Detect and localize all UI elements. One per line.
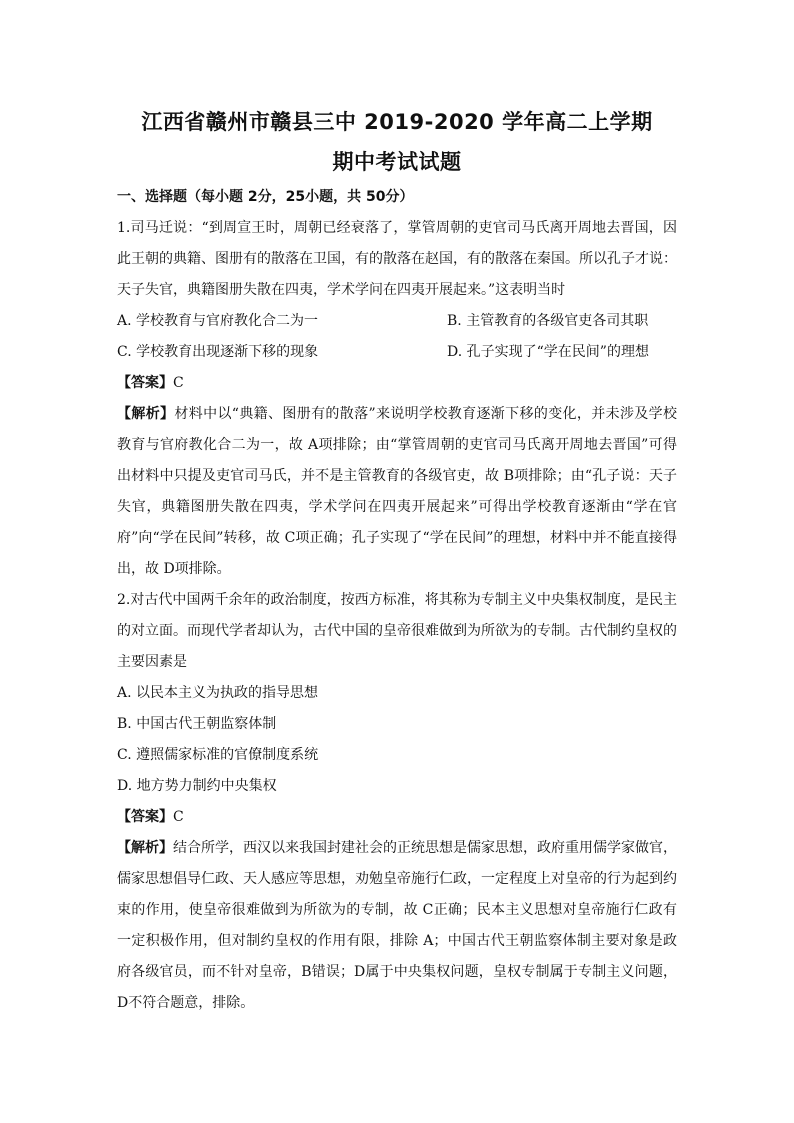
document-title-line1: 江西省赣州市赣县三中 2019-2020 学年高二上学期 — [141, 110, 653, 134]
question-1-analysis — [117, 399, 677, 585]
question-1-option-d: D. 孔子实现了“学在民间”的理想 — [447, 344, 649, 360]
answer-label: 【答案】 — [117, 809, 173, 825]
question-1 — [117, 213, 677, 585]
question-1-options-row2 — [117, 337, 677, 368]
question-1-option-b: B. 主管教育的各级官吏各司其职 — [447, 313, 649, 329]
analysis-text: 材料中以“典籍、图册有的散落”来说明学校教育逐渐下移的变化，并未涉及学校教育与官府教化合二为一，故 A项排除；由“掌管周朝的吏官司马氏离开周地去晋国”可得出材料中只提及吏官司马氏，并不是主管教育的各级官吏，故 B项排除；由“孔子说：天子失官，典籍图册失散在四夷，学术学问在四夷开展起来”可得出学校教育逐渐由“学在官府”向“学在民间”转移，故 C项正确；孔子实现了“学在民间”的理想，材料中并不能直接得出，故 D项排除。 — [117, 406, 678, 577]
question-1-option-a: A. 学校教育与官府教化合二为一 — [117, 313, 319, 329]
question-1-answer — [117, 368, 677, 399]
question-2-analysis — [117, 833, 677, 1019]
answer-value: C — [173, 375, 184, 391]
question-2-option-c: C. 遵照儒家标准的官僚制度系统 — [117, 747, 319, 763]
question-2-stem: 2.对古代中国两千余年的政治制度，按西方标准，将其称为专制主义中央集权制度，是民主的对立面。而现代学者却认为，古代中国的皇帝很难做到为所欲为的专制。古代制约皇权的主要因素是 — [117, 592, 677, 670]
question-2-answer — [117, 802, 677, 833]
question-2-option-b: B. 中国古代王朝监察体制 — [117, 716, 277, 732]
answer-value: C — [173, 809, 184, 825]
answer-label: 【答案】 — [117, 375, 173, 391]
question-2-option-a: A. 以民本主义为执政的指导思想 — [117, 685, 319, 701]
analysis-label: 【解析】 — [117, 840, 173, 856]
question-1-option-c: C. 学校教育出现逐渐下移的现象 — [117, 344, 319, 360]
document-title-line2: 期中考试试题 — [332, 150, 462, 174]
analysis-label: 【解析】 — [117, 406, 175, 422]
section-heading: 一、选择题（每小题 2分，25小题，共 50分） — [117, 189, 414, 205]
question-content — [117, 213, 677, 1019]
question-1-options-row1 — [117, 306, 677, 337]
analysis-text: 结合所学，西汉以来我国封建社会的正统思想是儒家思想，政府重用儒学家做官，儒家思想倡导仁政、天人感应等思想，劝勉皇帝施行仁政，一定程度上对皇帝的行为起到约束的作用，使皇帝很难做到为所欲为的专制，故 C正确；民本主义思想对皇帝施行仁政有一定积极作用，但对制约皇权的作用有限，排除 A；中国古代王朝监察体制主要对象是政府各级官员，而不针对皇帝，B错误；D属于中央集权问题，皇权专制属于专制主义问题，D不符合题意，排除。 — [117, 840, 677, 1011]
question-2 — [117, 585, 677, 1019]
question-1-stem: 1.司马迁说：“到周宣王时，周朝已经衰落了，掌管周朝的吏官司马氏离开周地去晋国，因此王朝的典籍、图册有的散落在卫国，有的散落在赵国，有的散落在秦国。所以孔子才说：天子失官，典籍图册失散在四夷，学术学问在四夷开展起来。”这表明当时 — [117, 220, 677, 298]
question-2-option-d: D. 地方势力制约中央集权 — [117, 778, 277, 794]
